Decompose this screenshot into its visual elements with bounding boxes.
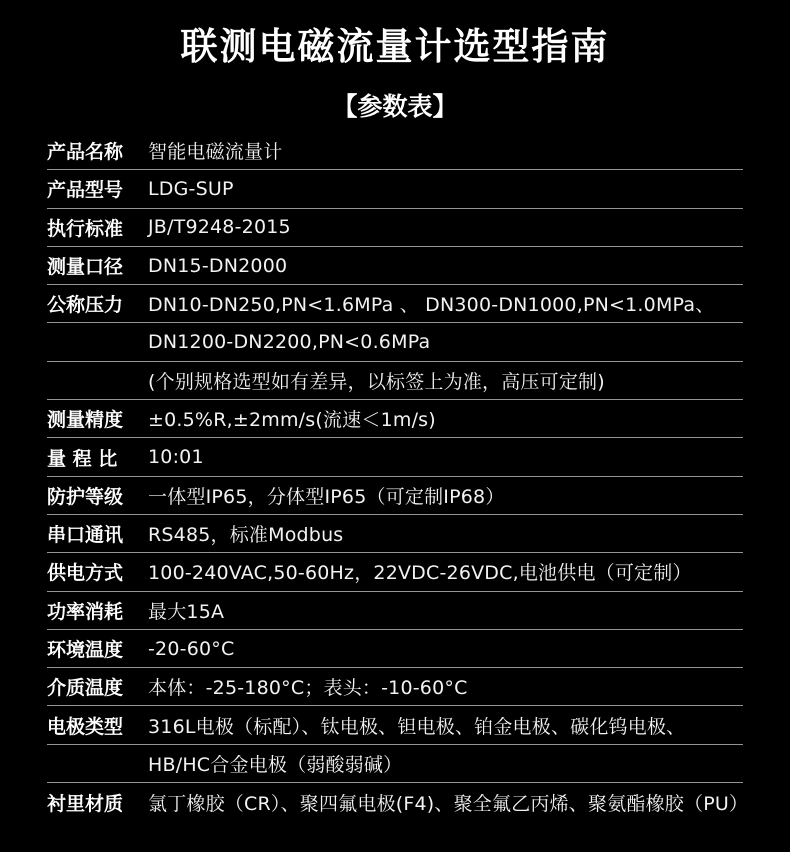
row-label: 环境温度 [47,639,124,661]
row-value: LDG-SUP [148,177,234,200]
table-row [47,592,743,630]
row-value: 氯丁橡胶（CR）、聚四氟电极(F4)、聚全氟乙丙烯、聚氨酯橡胶（PU） [148,792,749,815]
row-value: (个别规格选型如有差异，以标签上为准，高压可定制) [148,370,605,393]
table-row [47,553,743,591]
spec-table [47,132,749,821]
parameter-table-heading: 【参数表】 [332,92,458,121]
row-value: 本体：-25-180°C；表头：-10-60°C [148,677,468,700]
row-label: 防护等级 [47,485,124,508]
row-label: 执行标准 [47,217,124,240]
row-value: DN10-DN250,PN<1.6MPa 、 DN300-DN1000,PN<1.0MPa、 [148,294,715,317]
page-title: 联测电磁流量计选型指南 [180,25,610,68]
row-label: 测量精度 [47,409,124,432]
table-row [47,668,743,706]
table-row [47,209,743,247]
row-value: JB/T9248-2015 [148,216,291,239]
table-row [47,362,743,400]
row-value: ±0.5%R,±2mm/s(流速＜1m/s) [148,409,436,432]
table-row [47,285,743,323]
row-label: 串口通讯 [47,524,124,547]
row-label: 公称压力 [47,294,124,317]
row-value: HB/HC合金电极（弱酸弱碱） [148,753,403,776]
table-row [47,745,743,783]
table-row [47,170,743,208]
row-value: 10:01 [148,446,204,469]
row-value: 最大15A [148,600,225,623]
row-value: RS485，标准Modbus [148,524,344,547]
row-value: 一体型IP65，分体型IP65（可定制IP68） [148,485,505,508]
row-label: 供电方式 [47,562,124,585]
row-value: DN1200-DN2200,PN<0.6MPa [148,331,431,354]
row-value: DN15-DN2000 [148,254,288,277]
table-row [47,706,743,744]
table-row [47,438,743,476]
table-row [47,783,749,821]
row-label: 产品型号 [47,179,124,202]
row-value: 316L电极（标配）、钛电极、钽电极、铂金电极、碳化钨电极、 [148,715,686,738]
table-row [47,400,743,438]
row-label: 产品名称 [47,141,124,164]
row-label: 功率消耗 [47,600,124,623]
table-row [47,132,743,170]
row-label: 介质温度 [47,677,124,700]
table-row [47,247,743,285]
table-row [47,477,743,515]
row-label: 电极类型 [47,715,124,738]
table-row [47,630,743,668]
row-value: -20-60°C [148,637,235,660]
row-value: 智能电磁流量计 [148,141,283,164]
table-row [47,323,743,361]
row-label: 测量口径 [47,256,124,279]
table-row [47,515,743,553]
row-label: 衬里材质 [47,792,124,815]
row-value: 100-240VAC,50-60Hz，22VDC-26VDC,电池供电（可定制） [148,562,692,585]
row-label: 量 程 比 [47,447,118,470]
